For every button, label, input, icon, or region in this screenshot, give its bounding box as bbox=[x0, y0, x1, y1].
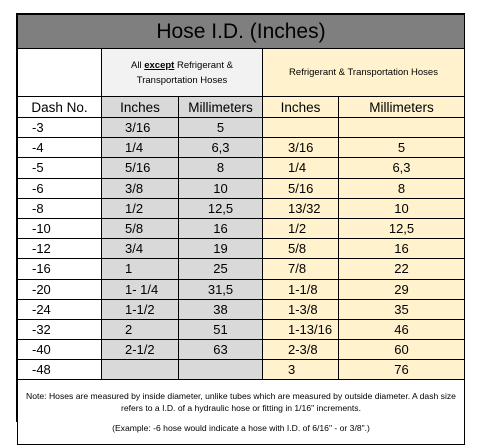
cell-dash-no: -48 bbox=[18, 360, 102, 380]
cell-inches-standard: 1/2 bbox=[102, 198, 179, 218]
cell-mm-standard bbox=[179, 360, 263, 380]
cell-inches-refrigerant: 3/16 bbox=[263, 138, 339, 158]
cell-inches-refrigerant: 1-1/8 bbox=[263, 279, 339, 299]
cell-mm-refrigerant: 12,5 bbox=[339, 218, 465, 238]
table-row bbox=[18, 239, 465, 259]
cell-inches-refrigerant: 5/8 bbox=[263, 239, 339, 259]
cell-mm-refrigerant: 76 bbox=[339, 360, 465, 380]
header-dash-no: Dash No. bbox=[18, 97, 102, 118]
cell-inches-standard: 1- 1/4 bbox=[102, 279, 179, 299]
cell-mm-standard: 16 bbox=[179, 218, 263, 238]
cell-dash-no: -10 bbox=[18, 218, 102, 238]
table-row bbox=[18, 259, 465, 279]
cell-dash-no: -3 bbox=[18, 118, 102, 138]
cell-mm-standard: 31,5 bbox=[179, 279, 263, 299]
cell-dash-no: -4 bbox=[18, 138, 102, 158]
cell-inches-standard: 3/16 bbox=[102, 118, 179, 138]
cell-mm-standard: 19 bbox=[179, 239, 263, 259]
cell-mm-refrigerant: 46 bbox=[339, 319, 465, 339]
cell-dash-no: -20 bbox=[18, 279, 102, 299]
cell-dash-no: -6 bbox=[18, 178, 102, 198]
cell-inches-refrigerant bbox=[263, 118, 339, 138]
cell-dash-no: -12 bbox=[18, 239, 102, 259]
table-row bbox=[18, 198, 465, 218]
cell-inches-refrigerant: 5/16 bbox=[263, 178, 339, 198]
table-row bbox=[18, 138, 465, 158]
group-a-emphasis: except bbox=[144, 59, 175, 71]
cell-mm-refrigerant: 35 bbox=[339, 299, 465, 319]
header-mm-refrigerant: Millimeters bbox=[339, 97, 465, 118]
group-header-refrigerant: Refrigerant & Transportation Hoses bbox=[263, 49, 465, 97]
cell-mm-refrigerant: 60 bbox=[339, 340, 465, 360]
cell-mm-refrigerant: 16 bbox=[339, 239, 465, 259]
hose-id-chart bbox=[16, 13, 465, 434]
cell-inches-refrigerant: 2-3/8 bbox=[263, 340, 339, 360]
cell-inches-refrigerant: 1/4 bbox=[263, 158, 339, 178]
table-row bbox=[18, 279, 465, 299]
table-row bbox=[18, 178, 465, 198]
table-row bbox=[18, 158, 465, 178]
cell-mm-standard: 12,5 bbox=[179, 198, 263, 218]
cell-mm-standard: 10 bbox=[179, 178, 263, 198]
cell-mm-refrigerant bbox=[339, 118, 465, 138]
cell-mm-refrigerant: 6,3 bbox=[339, 158, 465, 178]
header-inches-standard: Inches bbox=[102, 97, 179, 118]
table-title: Hose I.D. (Inches) bbox=[18, 15, 465, 49]
cell-inches-refrigerant: 1-13/16 bbox=[263, 319, 339, 339]
footnote-example: (Example: -6 hose would indicate a hose with I.D. of 6/16" - or 3/8".) bbox=[112, 423, 370, 434]
cell-inches-refrigerant: 1/2 bbox=[263, 218, 339, 238]
cell-inches-standard: 1 bbox=[102, 259, 179, 279]
cell-mm-refrigerant: 29 bbox=[339, 279, 465, 299]
hose-id-table bbox=[17, 14, 465, 445]
cell-inches-standard bbox=[102, 360, 179, 380]
cell-mm-standard: 51 bbox=[179, 319, 263, 339]
cell-inches-refrigerant: 7/8 bbox=[263, 259, 339, 279]
blank-corner-cell bbox=[18, 49, 102, 97]
footnote bbox=[18, 380, 465, 445]
cell-mm-standard: 63 bbox=[179, 340, 263, 360]
cell-inches-standard: 1-1/2 bbox=[102, 299, 179, 319]
cell-mm-standard: 38 bbox=[179, 299, 263, 319]
cell-inches-standard: 1/4 bbox=[102, 138, 179, 158]
footnote-text: Note: Hoses are measured by inside diameter, unlike tubes which are measured by outside diameter. A dash size refers to a I.D. of a hydraulic hose or fitting in 1/16" increments. bbox=[26, 391, 456, 414]
cell-inches-standard: 5/16 bbox=[102, 158, 179, 178]
cell-dash-no: -40 bbox=[18, 340, 102, 360]
cell-inches-refrigerant: 3 bbox=[263, 360, 339, 380]
cell-mm-refrigerant: 22 bbox=[339, 259, 465, 279]
table-row bbox=[18, 319, 465, 339]
cell-inches-standard: 2 bbox=[102, 319, 179, 339]
cell-dash-no: -16 bbox=[18, 259, 102, 279]
cell-mm-refrigerant: 8 bbox=[339, 178, 465, 198]
table-row bbox=[18, 360, 465, 380]
table-row bbox=[18, 118, 465, 138]
table-row bbox=[18, 299, 465, 319]
header-inches-refrigerant: Inches bbox=[263, 97, 339, 118]
cell-inches-refrigerant: 13/32 bbox=[263, 198, 339, 218]
table-row bbox=[18, 340, 465, 360]
group-header-non-refrigerant bbox=[102, 49, 263, 97]
group-a-suffix: Refrigerant & bbox=[174, 59, 233, 71]
cell-mm-standard: 6,3 bbox=[179, 138, 263, 158]
cell-dash-no: -5 bbox=[18, 158, 102, 178]
header-mm-standard: Millimeters bbox=[179, 97, 263, 118]
cell-inches-standard: 3/4 bbox=[102, 239, 179, 259]
table-row bbox=[18, 218, 465, 238]
cell-inches-standard: 5/8 bbox=[102, 218, 179, 238]
cell-mm-refrigerant: 5 bbox=[339, 138, 465, 158]
cell-mm-standard: 8 bbox=[179, 158, 263, 178]
cell-mm-standard: 5 bbox=[179, 118, 263, 138]
cell-inches-standard: 3/8 bbox=[102, 178, 179, 198]
group-a-line2: Transportation Hoses bbox=[136, 74, 228, 86]
cell-dash-no: -32 bbox=[18, 319, 102, 339]
cell-mm-refrigerant: 10 bbox=[339, 198, 465, 218]
cell-mm-standard: 25 bbox=[179, 259, 263, 279]
group-a-prefix: All bbox=[131, 59, 145, 71]
cell-inches-refrigerant: 1-3/8 bbox=[263, 299, 339, 319]
cell-dash-no: -24 bbox=[18, 299, 102, 319]
cell-inches-standard: 2-1/2 bbox=[102, 340, 179, 360]
cell-dash-no: -8 bbox=[18, 198, 102, 218]
